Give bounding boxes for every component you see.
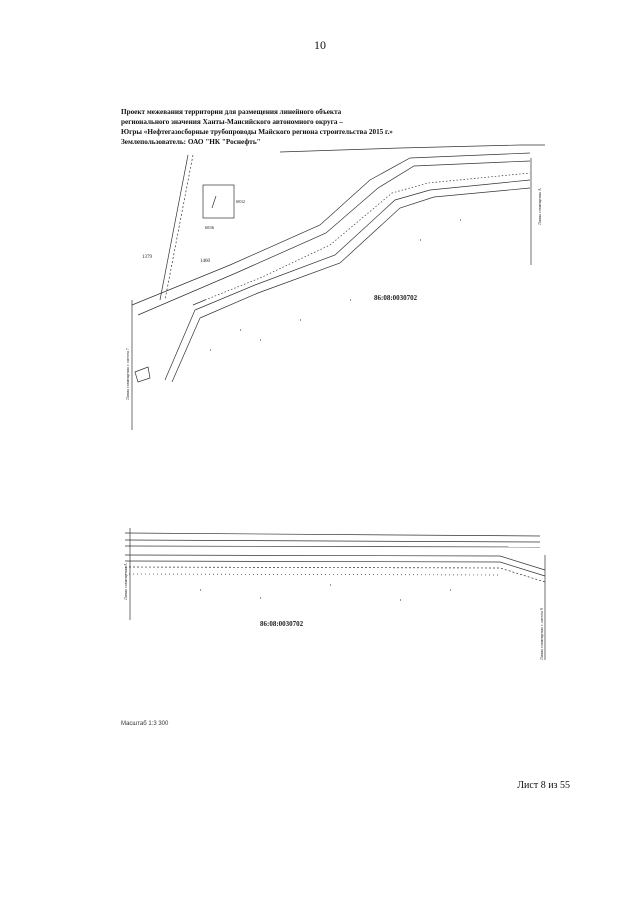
- corridor-bottom-1: [125, 533, 540, 536]
- scale-note: Масштаб 1:3 300: [121, 721, 169, 727]
- sheet-footer: Лист 8 из 55: [517, 780, 570, 791]
- header-line-1: Проект межевания территории для размещения линейного объекта: [121, 108, 342, 116]
- map-top-fragment: [132, 145, 545, 430]
- map-bottom-fragment: [125, 528, 545, 660]
- label-1460: 1460: [200, 259, 210, 264]
- header-line-2: регионального значения Ханты-Мансийского автономного округа –: [121, 118, 343, 126]
- right-boundary-caption-top: Линия совмещения А: [537, 188, 542, 225]
- parcel-id-bottom: 86:08:0030702: [260, 620, 304, 628]
- parcel-id-top: 86:08:0030702: [374, 294, 418, 302]
- header-line-4: Землепользователь: ОАО "НК "Роснефть": [121, 138, 261, 146]
- corridor-bottom-3: [125, 546, 540, 547]
- pipeline-corridor-outer: [195, 180, 530, 310]
- corridor-1460-lower: [138, 161, 530, 315]
- left-boundary-caption-bottom: Линия совмещения А: [123, 563, 128, 600]
- road-1379: [160, 155, 188, 300]
- label-6836: 6836: [205, 225, 214, 230]
- right-boundary-caption-bottom: Линия совмещения с листом 9: [539, 608, 544, 660]
- small-parcel-square: [203, 185, 234, 218]
- header-line-3: Югры «Нефтегазосборные трубопроводы Майского региона строительства 2015 г.»: [121, 128, 393, 136]
- top-boundary-line: [280, 145, 545, 152]
- pipeline-branch: [165, 310, 195, 380]
- label-6832: 6832: [236, 199, 245, 204]
- corridor-bottom-2: [125, 540, 540, 542]
- page-number: 10: [314, 38, 326, 52]
- label-1379: 1379: [142, 255, 152, 260]
- pipeline-corridor-inner: [200, 188, 530, 318]
- pipeline-bottom-2: [125, 561, 545, 576]
- left-boundary-caption-top: Линия совмещения с листом 7: [125, 348, 130, 400]
